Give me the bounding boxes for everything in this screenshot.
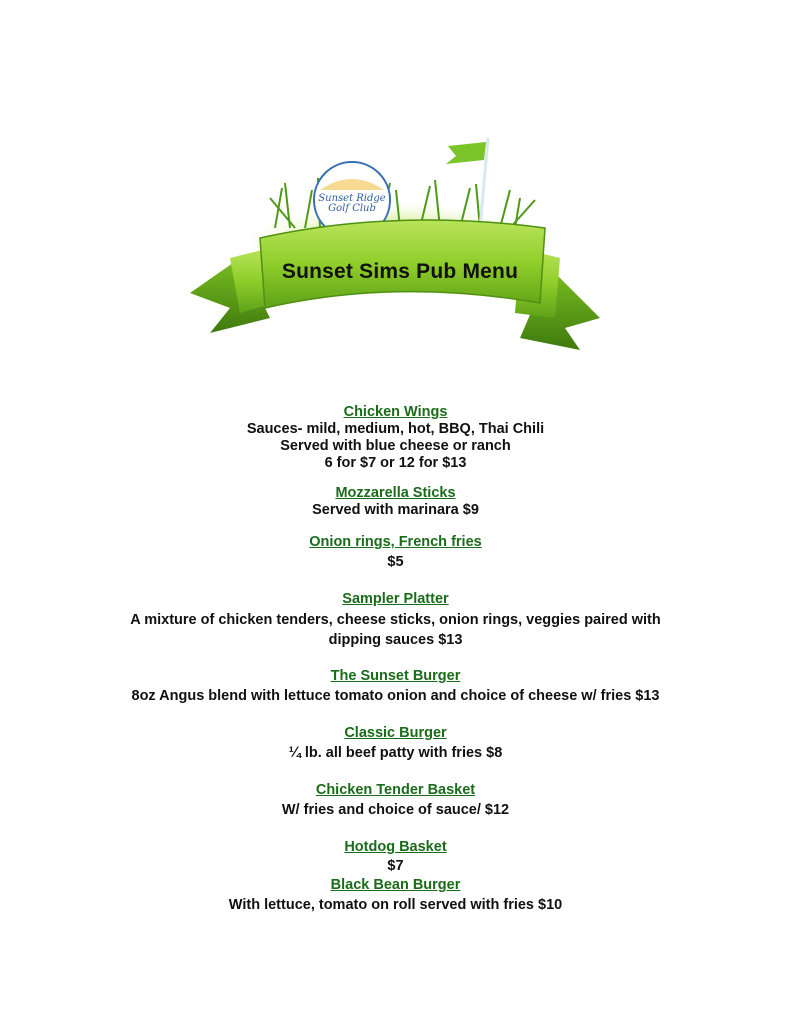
menu-item-name: Chicken Tender Basket <box>315 782 476 798</box>
menu-item-description: ¼ lb. all beef patty with fries $8 <box>288 745 503 761</box>
menu-item-name: Classic Burger <box>344 725 447 741</box>
menu-item <box>0 725 791 762</box>
menu-item-description: 8oz Angus blend with lettuce tomato onion and choice of cheese w/ fries $13 <box>131 688 660 704</box>
menu-item <box>0 839 791 875</box>
menu-item-name: Black Bean Burger <box>330 877 461 893</box>
menu-item <box>0 782 791 819</box>
menu-item-price: $7 <box>387 858 404 874</box>
menu-item <box>0 404 791 472</box>
menu-item-description: A mixture of chicken tenders, cheese sticks, onion rings, veggies paired with <box>130 612 661 628</box>
ribbon-graphic <box>180 128 610 378</box>
menu-banner <box>180 128 610 378</box>
logo-text: Sunset Ridge Golf Club <box>318 193 386 214</box>
menu-item-description: dipping sauces $13 <box>328 632 463 648</box>
menu-item-description: 6 for $7 or 12 for $13 <box>324 455 467 471</box>
menu-item-name: Sampler Platter <box>342 591 449 607</box>
menu-item-description: W/ fries and choice of sauce/ $12 <box>281 802 510 818</box>
menu-item <box>0 877 791 914</box>
menu-item-price: $5 <box>387 554 404 570</box>
menu-list <box>0 404 791 914</box>
menu-item <box>0 534 791 571</box>
menu-item-name: Mozzarella Sticks <box>335 485 456 501</box>
menu-item-name: Onion rings, French fries <box>309 534 482 550</box>
menu-item-description: Served with blue cheese or ranch <box>280 438 511 454</box>
menu-item-description: With lettuce, tomato on roll served with fries $10 <box>228 897 563 913</box>
menu-item-name: The Sunset Burger <box>330 668 461 684</box>
menu-item <box>0 591 791 650</box>
menu-item-name: Hotdog Basket <box>344 839 447 855</box>
menu-item-description: Sauces- mild, medium, hot, BBQ, Thai Chili <box>246 421 545 437</box>
menu-item-description: Served with marinara $9 <box>312 502 479 518</box>
menu-item-name: Chicken Wings <box>343 404 448 420</box>
menu-item <box>0 668 791 705</box>
menu-item <box>0 485 791 519</box>
page-title: Sunset Sims Pub Menu <box>281 260 519 283</box>
